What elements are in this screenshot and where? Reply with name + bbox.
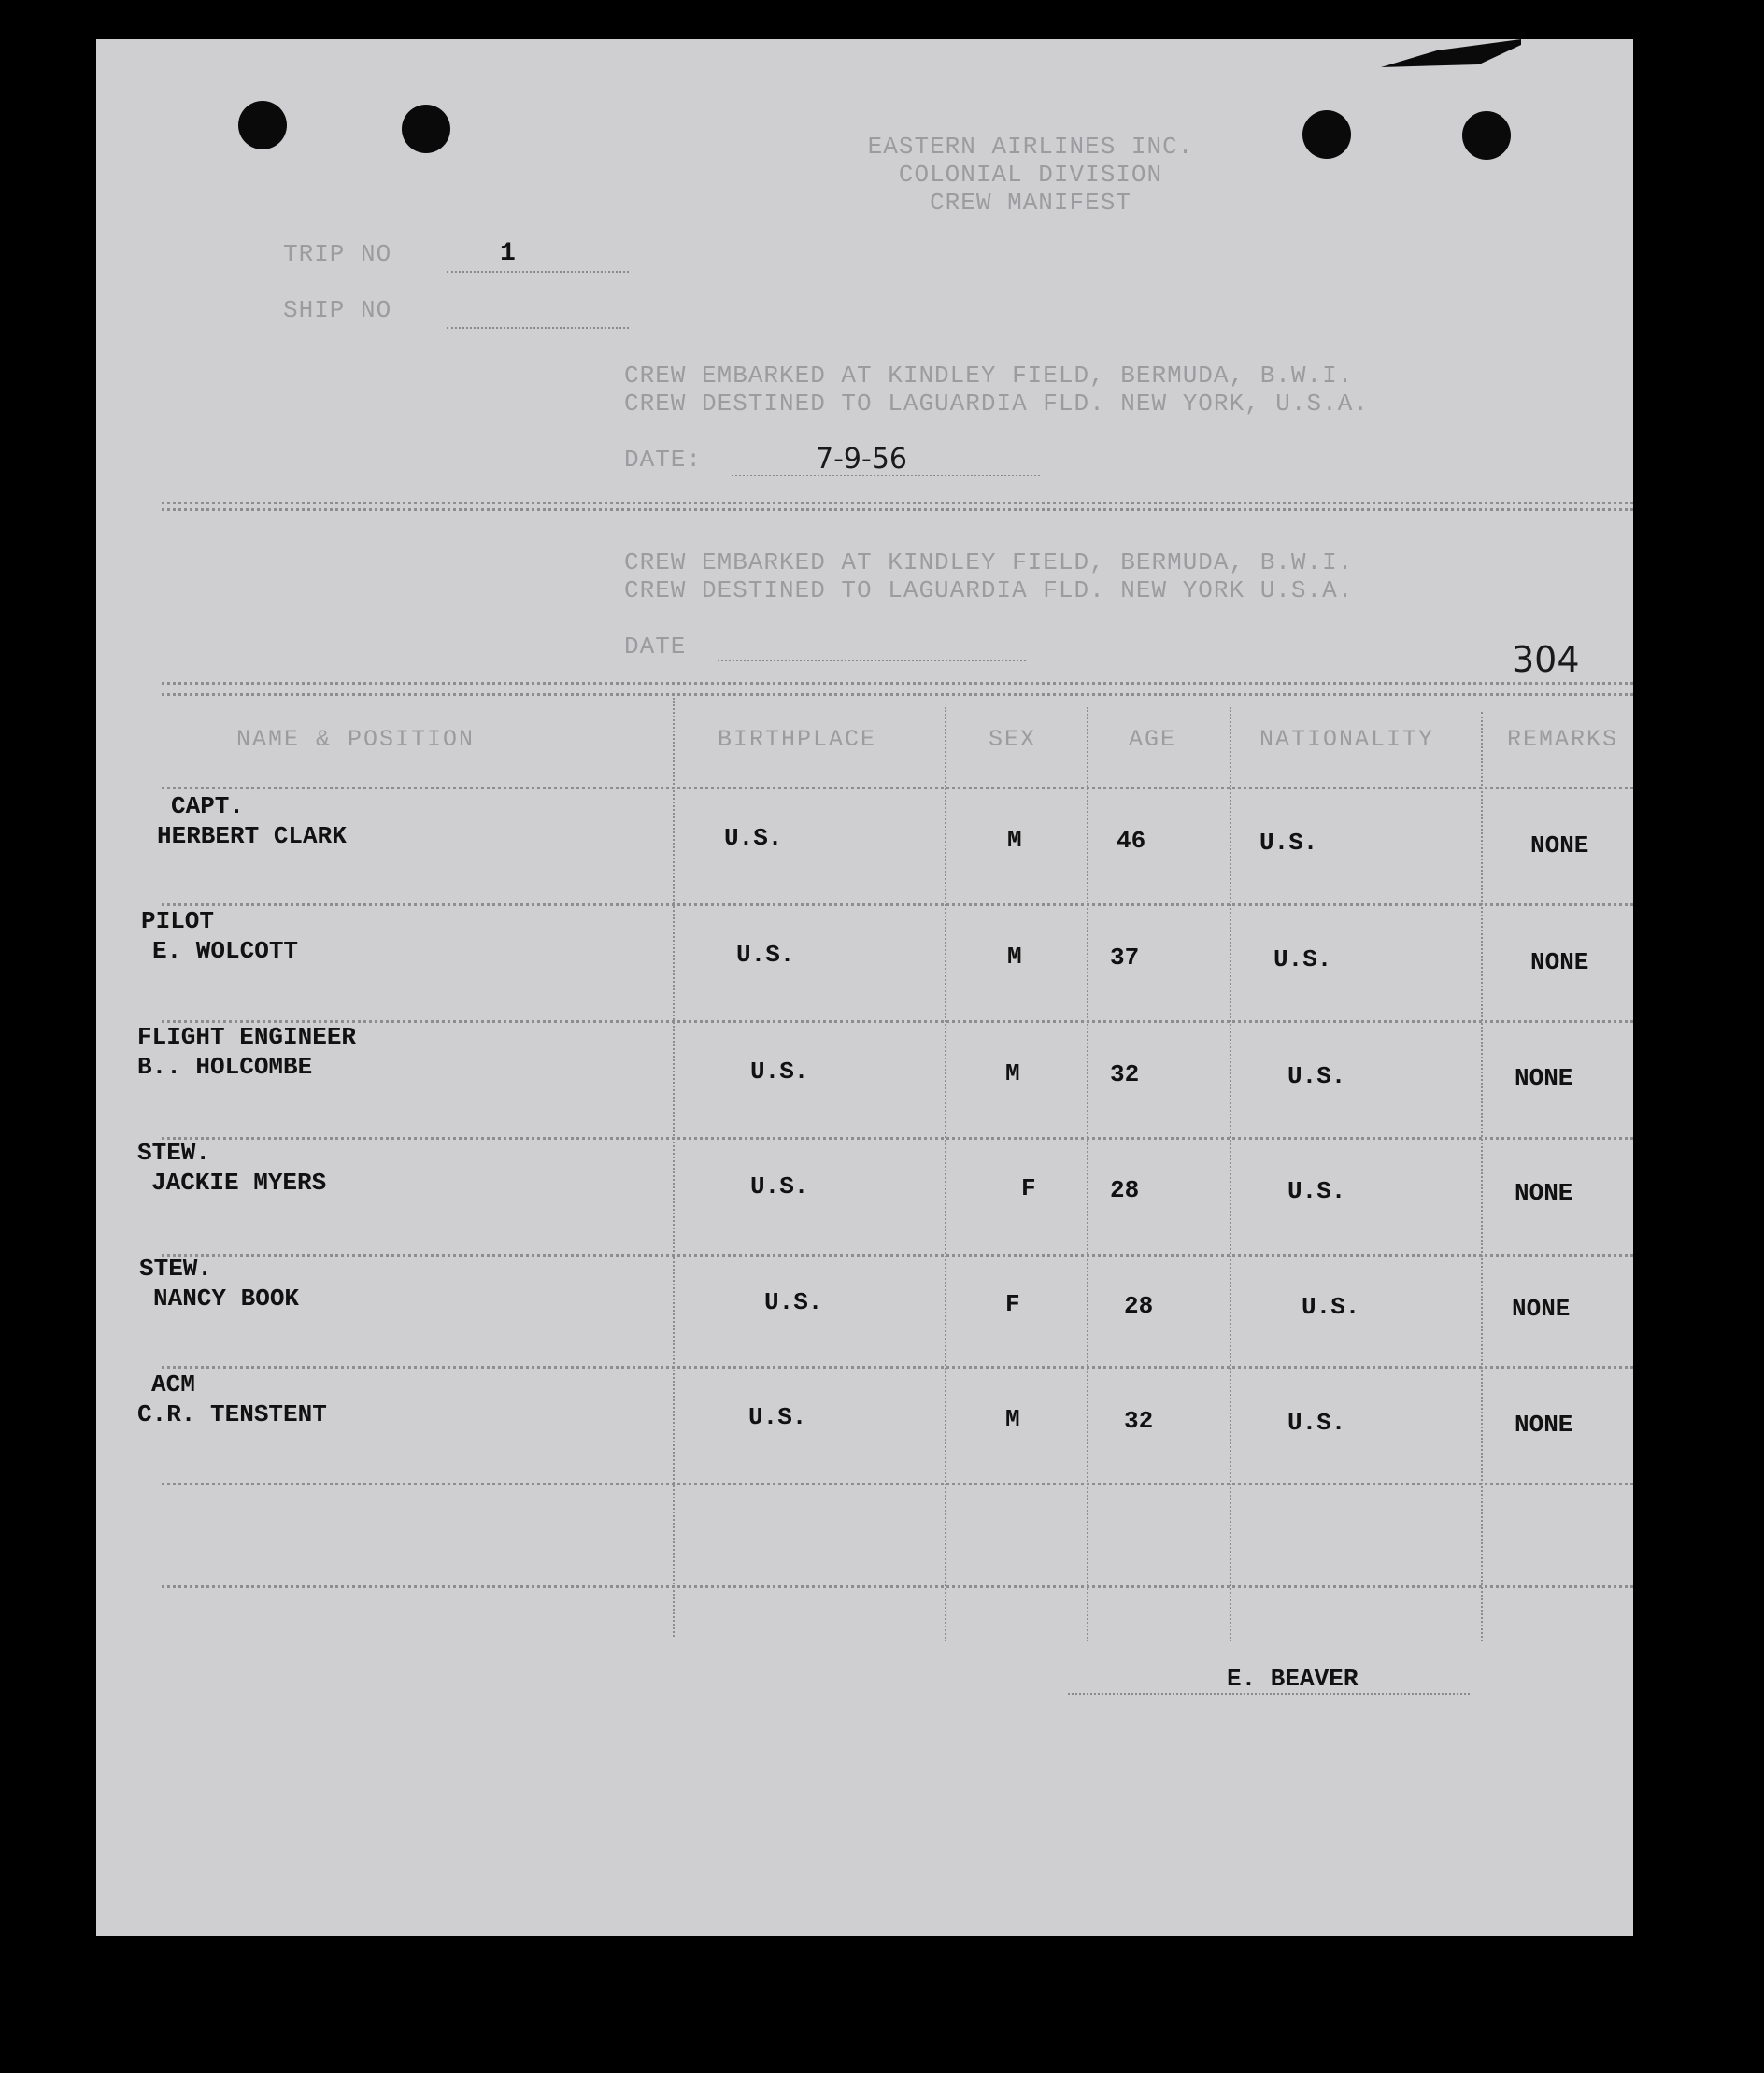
date-label: DATE	[624, 632, 687, 660]
column-divider	[1481, 712, 1483, 1641]
row-divider	[162, 1483, 1633, 1485]
crew-position: STEW.	[137, 1139, 211, 1167]
crew-position-title	[137, 1022, 356, 1082]
row-divider	[162, 1137, 1633, 1140]
punch-hole	[402, 105, 450, 153]
crew-position-title	[137, 1370, 327, 1429]
date-underline	[718, 660, 1026, 661]
manifest-header	[769, 133, 1292, 217]
crew-age: 46	[1117, 827, 1146, 855]
crew-name: C.R. TENSTENT	[137, 1400, 327, 1428]
crew-position-title	[137, 1138, 326, 1198]
crew-position: STEW.	[139, 1255, 213, 1283]
header-title: CREW MANIFEST	[930, 189, 1131, 217]
row-divider	[162, 1254, 1633, 1257]
crew-nationality: U.S.	[1287, 1409, 1346, 1437]
crew-position: CAPT.	[171, 792, 245, 820]
signature-name: E. BEAVER	[1227, 1665, 1359, 1693]
column-divider	[673, 698, 675, 1637]
crew-birthplace: U.S.	[750, 1172, 809, 1200]
crew-remarks: NONE	[1515, 1064, 1573, 1092]
date-label: DATE:	[624, 446, 703, 474]
crew-sex: M	[1005, 1405, 1020, 1433]
row-divider	[162, 787, 1633, 789]
crew-nationality: U.S.	[1287, 1177, 1346, 1205]
crew-sex: M	[1005, 1059, 1020, 1087]
crew-nationality: U.S.	[1287, 1062, 1346, 1090]
crew-birthplace: U.S.	[750, 1058, 809, 1086]
crew-position-title	[141, 906, 298, 966]
section-divider	[162, 693, 1633, 696]
crew-age: 32	[1124, 1407, 1154, 1435]
punch-hole	[1462, 111, 1511, 160]
column-divider	[945, 707, 946, 1641]
column-header-sex: SEX	[989, 726, 1037, 753]
crew-position-title	[157, 791, 347, 851]
destined-line: CREW DESTINED TO LAGUARDIA FLD. NEW YORK, U.S.A.	[624, 390, 1369, 418]
page-number: 304	[1512, 639, 1580, 680]
column-header-remarks: REMARKS	[1507, 726, 1619, 753]
crew-birthplace: U.S.	[724, 824, 783, 852]
column-divider	[1087, 707, 1088, 1641]
crew-nationality: U.S.	[1273, 945, 1332, 973]
crew-position: PILOT	[141, 907, 215, 935]
trip-value: 1	[500, 239, 516, 268]
crew-remarks: NONE	[1515, 1179, 1573, 1207]
row-divider	[162, 1366, 1633, 1369]
column-header-age: AGE	[1129, 726, 1177, 753]
crew-name: HERBERT CLARK	[157, 822, 347, 850]
trip-underline	[447, 271, 629, 273]
crew-age: 32	[1110, 1060, 1140, 1088]
ship-underline	[447, 327, 629, 329]
column-header-nationality: NATIONALITY	[1259, 726, 1435, 753]
embarked-line: CREW EMBARKED AT KINDLEY FIELD, BERMUDA, B.W.I.	[624, 548, 1354, 576]
header-division: COLONIAL DIVISION	[898, 161, 1163, 189]
section-divider	[162, 508, 1633, 511]
column-header-name: NAME & POSITION	[236, 726, 476, 753]
crew-position: ACM	[151, 1370, 195, 1399]
crew-birthplace: U.S.	[736, 941, 795, 969]
crew-birthplace: U.S.	[764, 1288, 823, 1316]
crew-remarks: NONE	[1515, 1411, 1573, 1439]
crew-age: 28	[1124, 1292, 1154, 1320]
route-block-2	[624, 548, 1353, 604]
row-divider	[162, 1020, 1633, 1023]
manifest-page	[96, 39, 1633, 1936]
crew-sex: F	[1021, 1174, 1036, 1202]
punch-hole	[238, 101, 287, 149]
destined-line: CREW DESTINED TO LAGUARDIA FLD. NEW YORK U.S.A.	[624, 576, 1354, 604]
crew-age: 37	[1110, 944, 1140, 972]
crew-name: NANCY BOOK	[153, 1285, 300, 1313]
crew-sex: M	[1007, 826, 1022, 854]
section-divider	[162, 682, 1633, 685]
date-value: 7-9-56	[816, 443, 907, 476]
row-divider	[162, 903, 1633, 906]
crew-position: FLIGHT ENGINEER	[137, 1023, 357, 1051]
crew-remarks: NONE	[1530, 831, 1589, 859]
torn-corner	[1381, 39, 1521, 67]
section-divider	[162, 502, 1633, 504]
crew-sex: M	[1007, 943, 1022, 971]
crew-sex: F	[1005, 1290, 1020, 1318]
signature-line	[1068, 1693, 1470, 1695]
route-block-1	[624, 362, 1369, 418]
crew-nationality: U.S.	[1259, 829, 1318, 857]
trip-label: TRIP NO	[283, 240, 392, 268]
column-divider	[1230, 707, 1231, 1641]
crew-remarks: NONE	[1530, 948, 1589, 976]
crew-name: E. WOLCOTT	[152, 937, 299, 965]
crew-name: B.. HOLCOMBE	[137, 1053, 313, 1081]
column-header-birthplace: BIRTHPLACE	[718, 726, 877, 753]
crew-name: JACKIE MYERS	[151, 1169, 327, 1197]
crew-age: 28	[1110, 1176, 1140, 1204]
crew-birthplace: U.S.	[748, 1403, 807, 1431]
punch-hole	[1302, 110, 1351, 159]
crew-remarks: NONE	[1512, 1295, 1571, 1323]
ship-label: SHIP NO	[283, 296, 392, 324]
row-divider	[162, 1585, 1633, 1588]
crew-nationality: U.S.	[1302, 1293, 1360, 1321]
embarked-line: CREW EMBARKED AT KINDLEY FIELD, BERMUDA, B.W.I.	[624, 362, 1354, 390]
header-company: EASTERN AIRLINES INC.	[867, 133, 1194, 161]
crew-position-title	[139, 1254, 299, 1313]
